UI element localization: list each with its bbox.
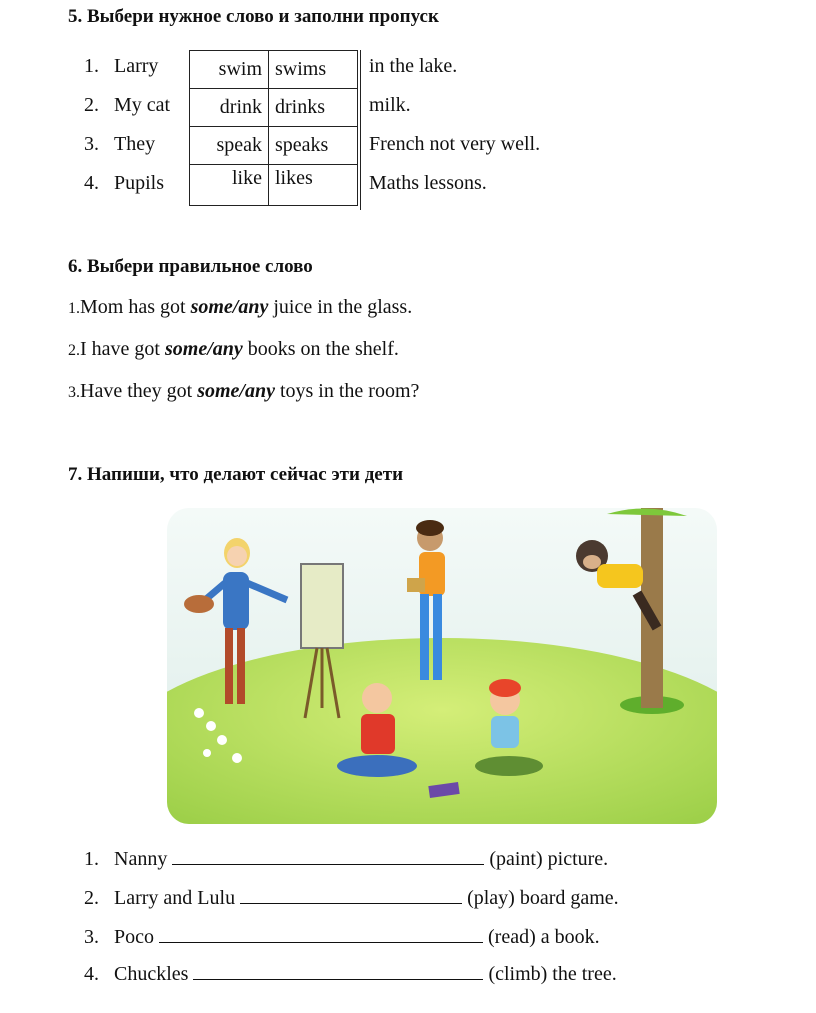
answer-blank[interactable] (159, 924, 483, 943)
ex6-item-number: 1. (68, 300, 80, 317)
exercise-5-title: 5. Выбери нужное слово и заполни пропуск (68, 6, 439, 27)
ex5-row-2-number: 2. (84, 94, 99, 116)
ex6-item-post: toys in the room? (274, 380, 420, 402)
ex5-row-1-number: 1. (84, 55, 99, 77)
option-cell[interactable]: drinks (269, 89, 358, 127)
ex6-item-3 (68, 380, 419, 403)
ex7-item-number: 2. (84, 887, 99, 909)
children-activity-illustration (167, 508, 717, 824)
exercise-7-title: 7. Напиши, что делают сейчас эти дети (68, 464, 404, 485)
option-cell[interactable]: speaks (269, 127, 358, 165)
table-row (190, 89, 358, 127)
ex5-row-3-subject: They (114, 133, 156, 155)
ex5-row-2-ending: milk. (369, 94, 411, 116)
table-row (190, 165, 358, 206)
ex7-item-hint: (play) board game. (467, 887, 619, 909)
ex7-item-hint: (read) a book. (488, 926, 600, 948)
ex6-item-post: juice in the glass. (268, 296, 413, 318)
ex5-row-2-subject: My cat (114, 94, 171, 116)
answer-blank[interactable] (240, 885, 462, 904)
ex7-item-hint: (paint) picture. (489, 848, 609, 870)
ex7-item-4 (84, 961, 617, 986)
ex6-item-pre: Mom has got (80, 296, 191, 318)
ex5-row-4-number: 4. (84, 172, 99, 194)
ex7-item-subject: Chuckles (114, 963, 189, 985)
ex6-item-1 (68, 296, 412, 319)
option-cell[interactable]: swim (190, 51, 269, 89)
ex7-item-subject: Nanny (114, 848, 168, 870)
ex5-row-4-ending: Maths lessons. (369, 172, 487, 194)
some-any-choice[interactable]: some/any (190, 296, 269, 318)
ex7-item-1 (84, 846, 608, 871)
ex7-item-hint: (climb) the tree. (488, 963, 617, 985)
ex7-item-subject: Larry and Lulu (114, 887, 236, 909)
ex5-row-1-ending: in the lake. (369, 55, 458, 77)
ex7-item-number: 4. (84, 963, 99, 985)
answer-blank[interactable] (193, 961, 483, 980)
ex7-item-subject: Poco (114, 926, 154, 948)
option-cell[interactable]: speak (190, 127, 269, 165)
some-any-choice[interactable]: some/any (164, 338, 243, 360)
ex6-item-pre: Have they got (80, 380, 198, 402)
ex5-row-1-subject: Larry (114, 55, 159, 77)
table-row (190, 127, 358, 165)
ex6-item-post: books on the shelf. (242, 338, 399, 360)
table-row (190, 51, 358, 89)
ex7-item-number: 1. (84, 848, 99, 870)
option-cell[interactable]: drink (190, 89, 269, 127)
ex6-item-number: 2. (68, 342, 80, 359)
option-cell[interactable]: like (190, 165, 269, 206)
ex5-row-4-subject: Pupils (114, 172, 165, 194)
word-choice-table (189, 50, 358, 206)
some-any-choice[interactable]: some/any (197, 380, 275, 402)
exercise-6-title: 6. Выбери правильное слово (68, 256, 313, 277)
option-cell[interactable]: likes (269, 165, 358, 206)
ex5-row-3-ending: French not very well. (369, 133, 541, 155)
ex7-item-2 (84, 885, 619, 910)
park-scene (167, 508, 717, 824)
ex6-item-2 (68, 338, 399, 361)
ex7-item-3 (84, 924, 600, 949)
table-right-border (360, 50, 361, 210)
ex6-item-number: 3. (68, 384, 80, 401)
option-cell[interactable]: swims (269, 51, 358, 89)
ex6-item-pre: I have got (80, 338, 165, 360)
ex5-row-3-number: 3. (84, 133, 99, 155)
answer-blank[interactable] (172, 846, 484, 865)
ex7-item-number: 3. (84, 926, 99, 948)
